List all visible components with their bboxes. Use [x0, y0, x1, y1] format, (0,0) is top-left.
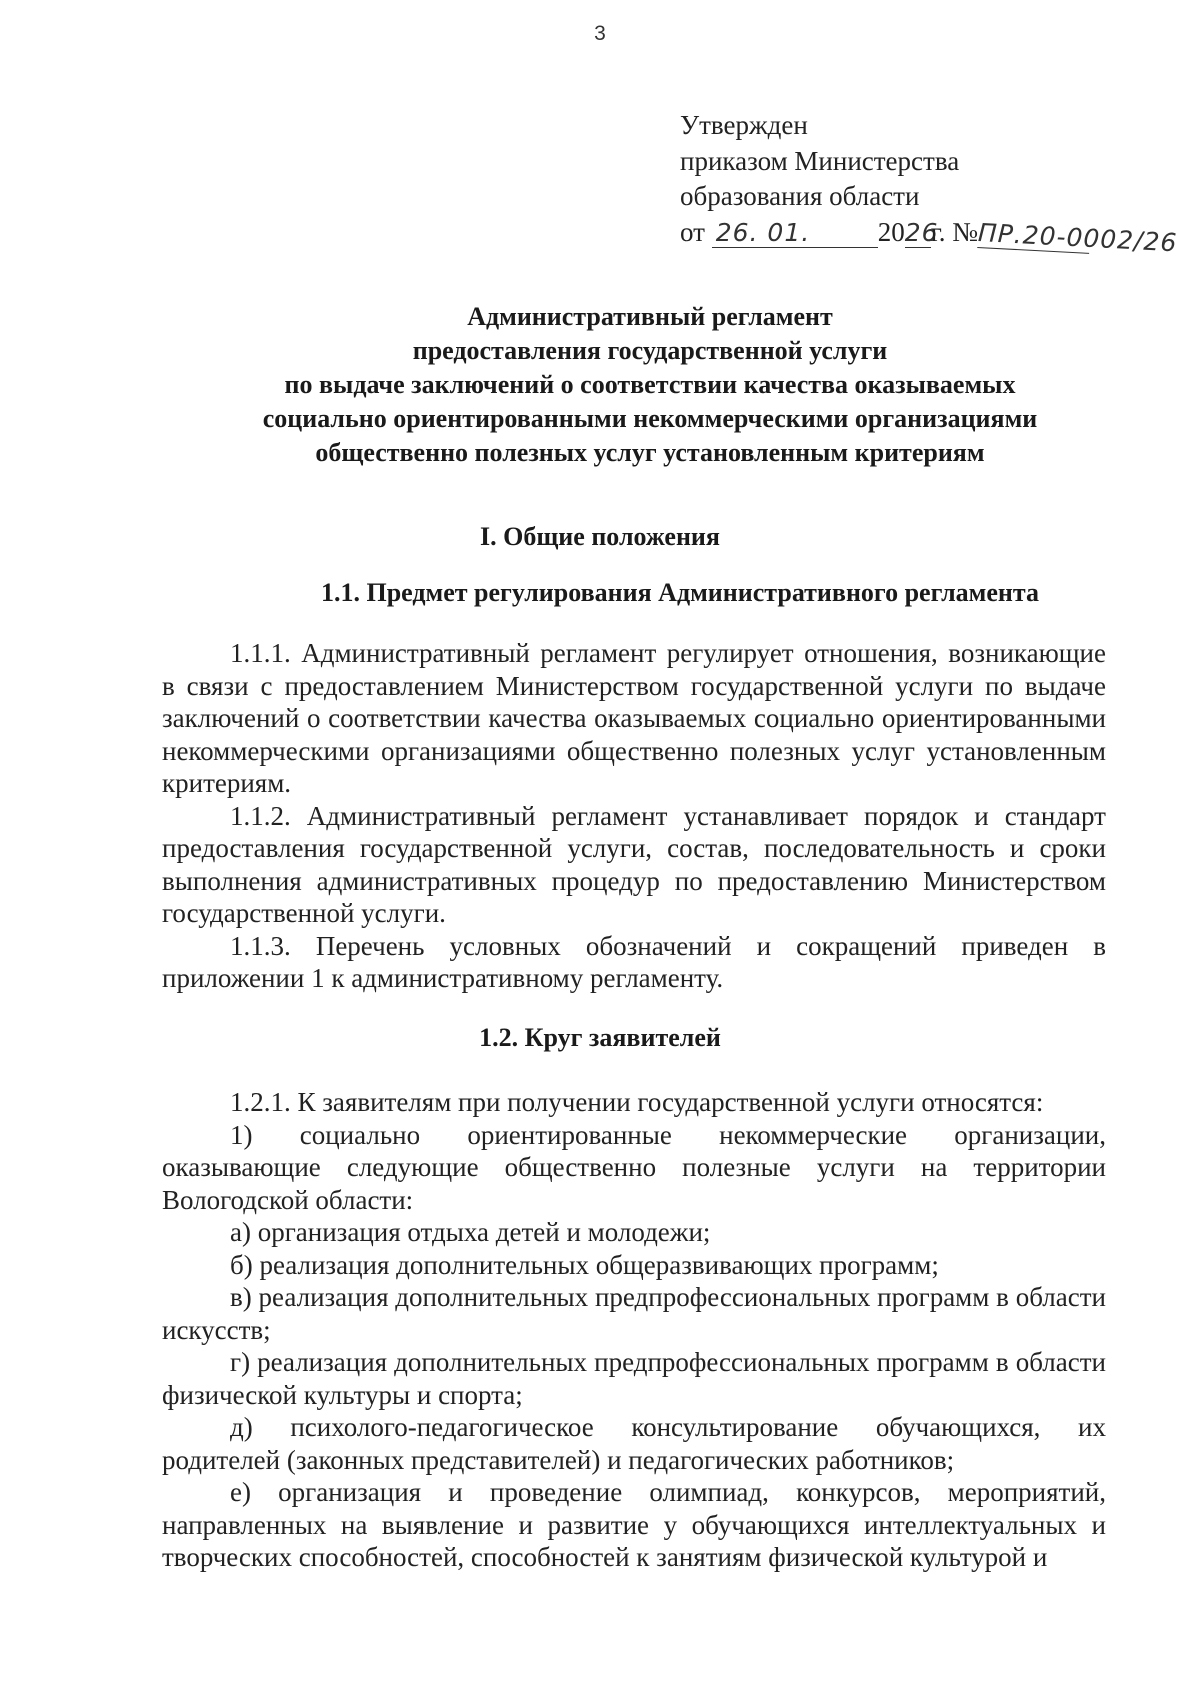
document-title — [150, 300, 1150, 470]
approval-line-approved: Утвержден — [680, 110, 808, 140]
title-line: Административный регламент — [467, 302, 833, 331]
year-suffix-number-sign: г. № — [930, 216, 978, 247]
section-heading: I. Общие положения — [480, 522, 720, 551]
subsection-1-2-body — [162, 1086, 1106, 1574]
year-prefix: 20 — [877, 216, 905, 247]
list-item: в) реализация дополнительных предпрофессиональных программ в области искусств; — [162, 1282, 1106, 1345]
approval-stamp-block — [680, 108, 1179, 257]
title-line: социально ориентированными некоммерческими организациями — [262, 404, 1038, 433]
approval-from-label: от — [680, 216, 705, 247]
approval-line-ministry: образования области — [680, 181, 920, 211]
paragraph: 1.1.3. Перечень условных обозначений и сокращений приведен в приложении 1 к административному регламенту. — [162, 930, 1106, 993]
approval-line-date-number — [680, 215, 1179, 257]
title-line: по выдаче заключений о соответствии качества оказываемых — [284, 370, 1016, 399]
approval-line-order: приказом Министерства — [680, 145, 960, 176]
paragraph: 1.1.2. Административный регламент устанавливает порядок и стандарт предоставления государственной услуги, состав, последовательность и сроки выполнения административных процедур по предоставлению Министерством государственной услуги. — [162, 800, 1106, 928]
list-item: е) организация и проведение олимпиад, конкурсов, мероприятий, направленных на выявление и развитие у обучающихся интеллектуальных и творческих способностей, способностей к занятиям физической культурой и — [162, 1477, 1106, 1572]
handwritten-year: 26 — [904, 217, 939, 247]
title-line: общественно полезных услуг установленным критериям — [315, 438, 985, 467]
title-line: предоставления государственной услуги — [412, 336, 888, 365]
list-item: б) реализация дополнительных общеразвивающих программ; — [230, 1249, 939, 1280]
handwritten-order-number: ПР.20-0002/26 — [977, 217, 1179, 257]
handwritten-date: 26. 01. — [712, 219, 878, 248]
page-number: 3 — [594, 22, 606, 45]
paragraph: 1.1.1. Административный регламент регулирует отношения, возникающие в связи с предоставлением Министерством государственной услуги по выдаче заключений о соответствии качества оказываемых социально ориентированными некоммерческими организациями общественно полезных услуг установленным критериям. — [162, 638, 1106, 798]
list-item: г) реализация дополнительных предпрофессиональных программ в области физической культуры и спорта; — [162, 1347, 1106, 1410]
list-item: д) психолого-педагогическое консультирование обучающихся, их родителей (законных представителей) и педагогических работников; — [162, 1412, 1106, 1475]
subsection-heading: 1.1. Предмет регулирования Административного регламента — [321, 578, 1039, 607]
paragraph: 1.2.1. К заявителям при получении государственной услуги относятся: — [230, 1087, 1044, 1117]
paragraph: 1) социально ориентированные некоммерческие организации, оказывающие следующие общественно полезные услуги на территории Вологодской области: — [162, 1119, 1106, 1215]
subsection-1-1-body — [162, 637, 1106, 995]
subsection-heading: 1.2. Круг заявителей — [479, 1023, 721, 1052]
list-item: а) организация отдыха детей и молодежи; — [230, 1217, 711, 1247]
